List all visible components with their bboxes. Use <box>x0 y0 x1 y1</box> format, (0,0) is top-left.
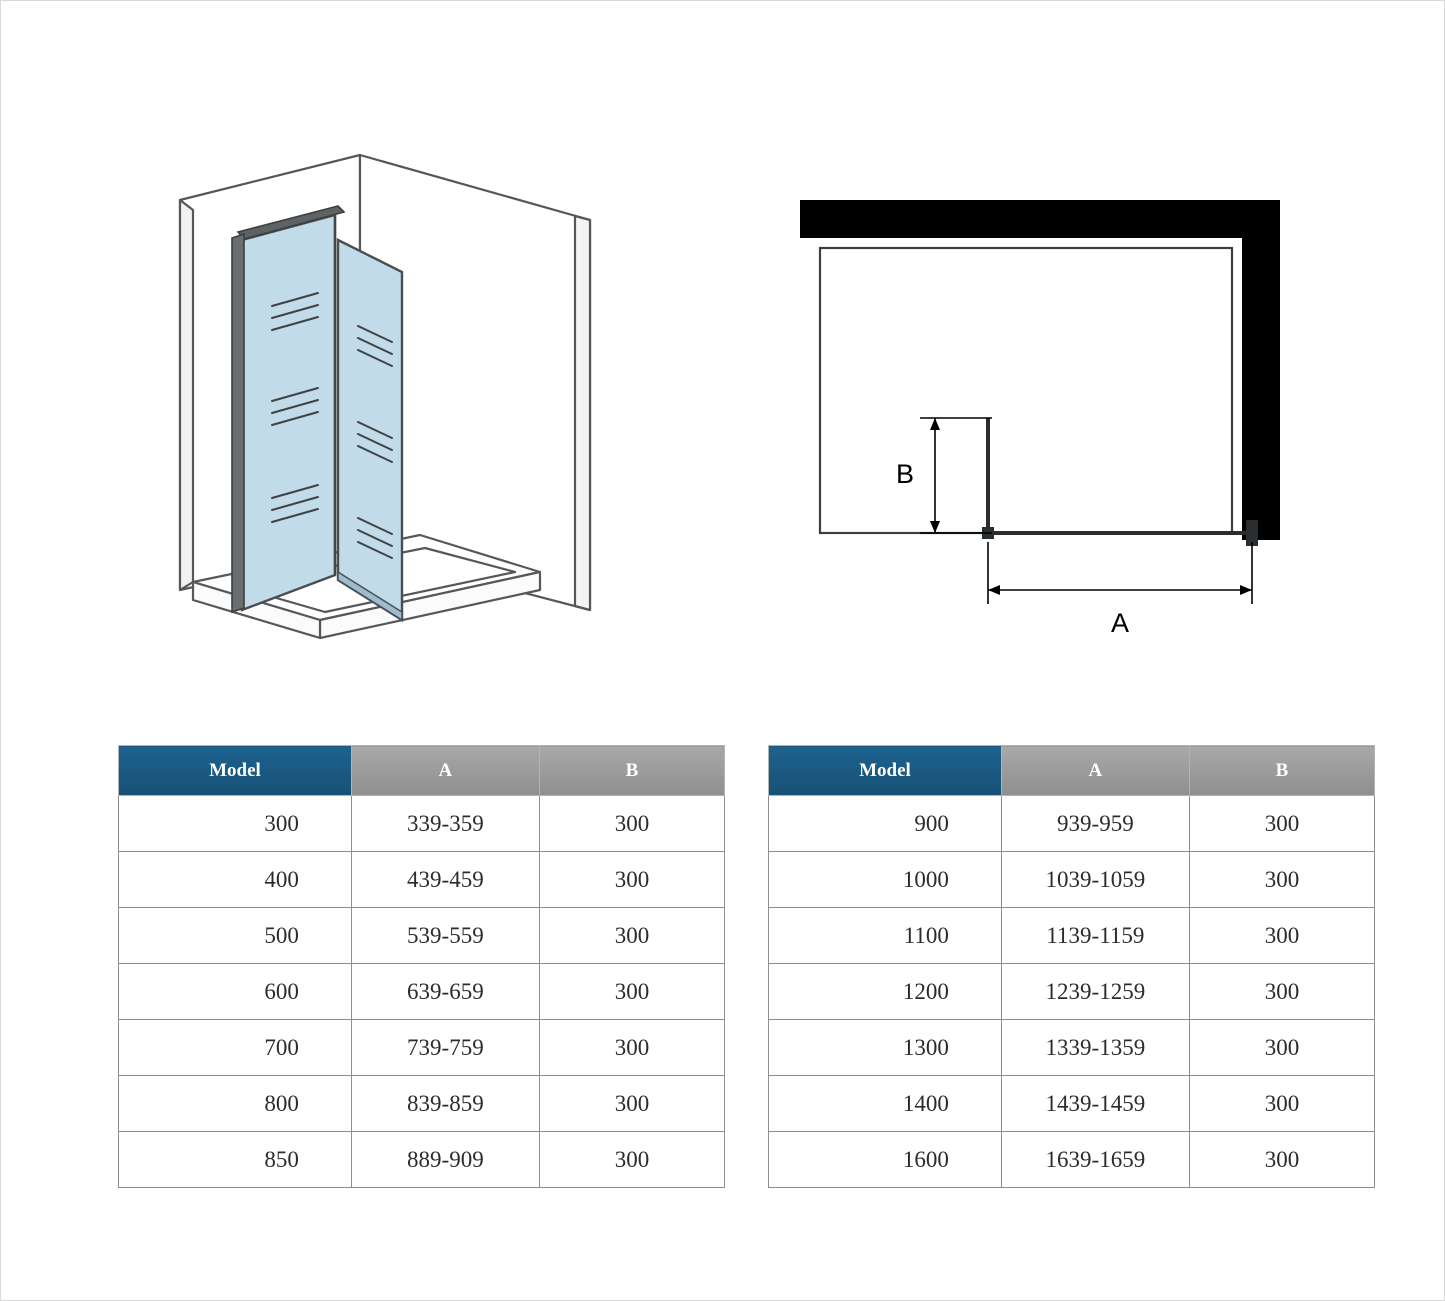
cell-model: 1300 <box>769 1020 1002 1076</box>
table-row <box>769 964 1375 1020</box>
spec-table-right <box>768 745 1375 1188</box>
cell-b: 300 <box>1189 908 1374 964</box>
table-row <box>119 908 725 964</box>
cell-b: 300 <box>1189 1020 1374 1076</box>
isometric-diagram <box>120 120 680 690</box>
cell-model: 800 <box>119 1076 352 1132</box>
table-row <box>119 1132 725 1188</box>
cell-a: 839-859 <box>351 1076 539 1132</box>
cell-model: 1200 <box>769 964 1002 1020</box>
cell-model: 1600 <box>769 1132 1002 1188</box>
cell-a: 1339-1359 <box>1001 1020 1189 1076</box>
cell-a: 1239-1259 <box>1001 964 1189 1020</box>
cell-b: 300 <box>539 908 724 964</box>
cell-b: 300 <box>539 1020 724 1076</box>
table-row <box>769 1132 1375 1188</box>
cell-model: 1100 <box>769 908 1002 964</box>
table-row <box>769 796 1375 852</box>
dimension-a-label: A <box>1110 608 1130 638</box>
cell-b: 300 <box>539 796 724 852</box>
table-row <box>769 1020 1375 1076</box>
cell-b: 300 <box>1189 796 1374 852</box>
column-header-b: B <box>1189 746 1374 796</box>
cell-model: 700 <box>119 1020 352 1076</box>
cell-a: 739-759 <box>351 1020 539 1076</box>
column-header-b: B <box>539 746 724 796</box>
dimension-b-label: B <box>895 459 915 489</box>
column-header-a: A <box>351 746 539 796</box>
table-header-row <box>769 746 1375 796</box>
cell-b: 300 <box>539 852 724 908</box>
cell-model: 1400 <box>769 1076 1002 1132</box>
cell-b: 300 <box>539 964 724 1020</box>
table-row <box>119 796 725 852</box>
cell-b: 300 <box>1189 1076 1374 1132</box>
cell-model: 1000 <box>769 852 1002 908</box>
table-row <box>769 908 1375 964</box>
cell-b: 300 <box>1189 852 1374 908</box>
cell-model: 900 <box>769 796 1002 852</box>
cell-a: 889-909 <box>351 1132 539 1188</box>
cell-a: 939-959 <box>1001 796 1189 852</box>
table-header-row <box>119 746 725 796</box>
plan-diagram <box>760 180 1360 650</box>
table-row <box>119 1076 725 1132</box>
cell-a: 1439-1459 <box>1001 1076 1189 1132</box>
cell-b: 300 <box>1189 1132 1374 1188</box>
cell-model: 500 <box>119 908 352 964</box>
table-row <box>119 852 725 908</box>
cell-b: 300 <box>539 1132 724 1188</box>
cell-b: 300 <box>539 1076 724 1132</box>
table-row <box>119 1020 725 1076</box>
table-row <box>769 852 1375 908</box>
cell-a: 439-459 <box>351 852 539 908</box>
spec-table-left <box>118 745 725 1188</box>
column-header-a: A <box>1001 746 1189 796</box>
column-header-model: Model <box>119 746 352 796</box>
table-row <box>769 1076 1375 1132</box>
cell-model: 850 <box>119 1132 352 1188</box>
cell-a: 1139-1159 <box>1001 908 1189 964</box>
cell-model: 600 <box>119 964 352 1020</box>
cell-a: 639-659 <box>351 964 539 1020</box>
column-header-model: Model <box>769 746 1002 796</box>
cell-model: 400 <box>119 852 352 908</box>
cell-model: 300 <box>119 796 352 852</box>
cell-a: 1639-1659 <box>1001 1132 1189 1188</box>
cell-b: 300 <box>1189 964 1374 1020</box>
cell-a: 1039-1059 <box>1001 852 1189 908</box>
table-row <box>119 964 725 1020</box>
cell-a: 339-359 <box>351 796 539 852</box>
cell-a: 539-559 <box>351 908 539 964</box>
